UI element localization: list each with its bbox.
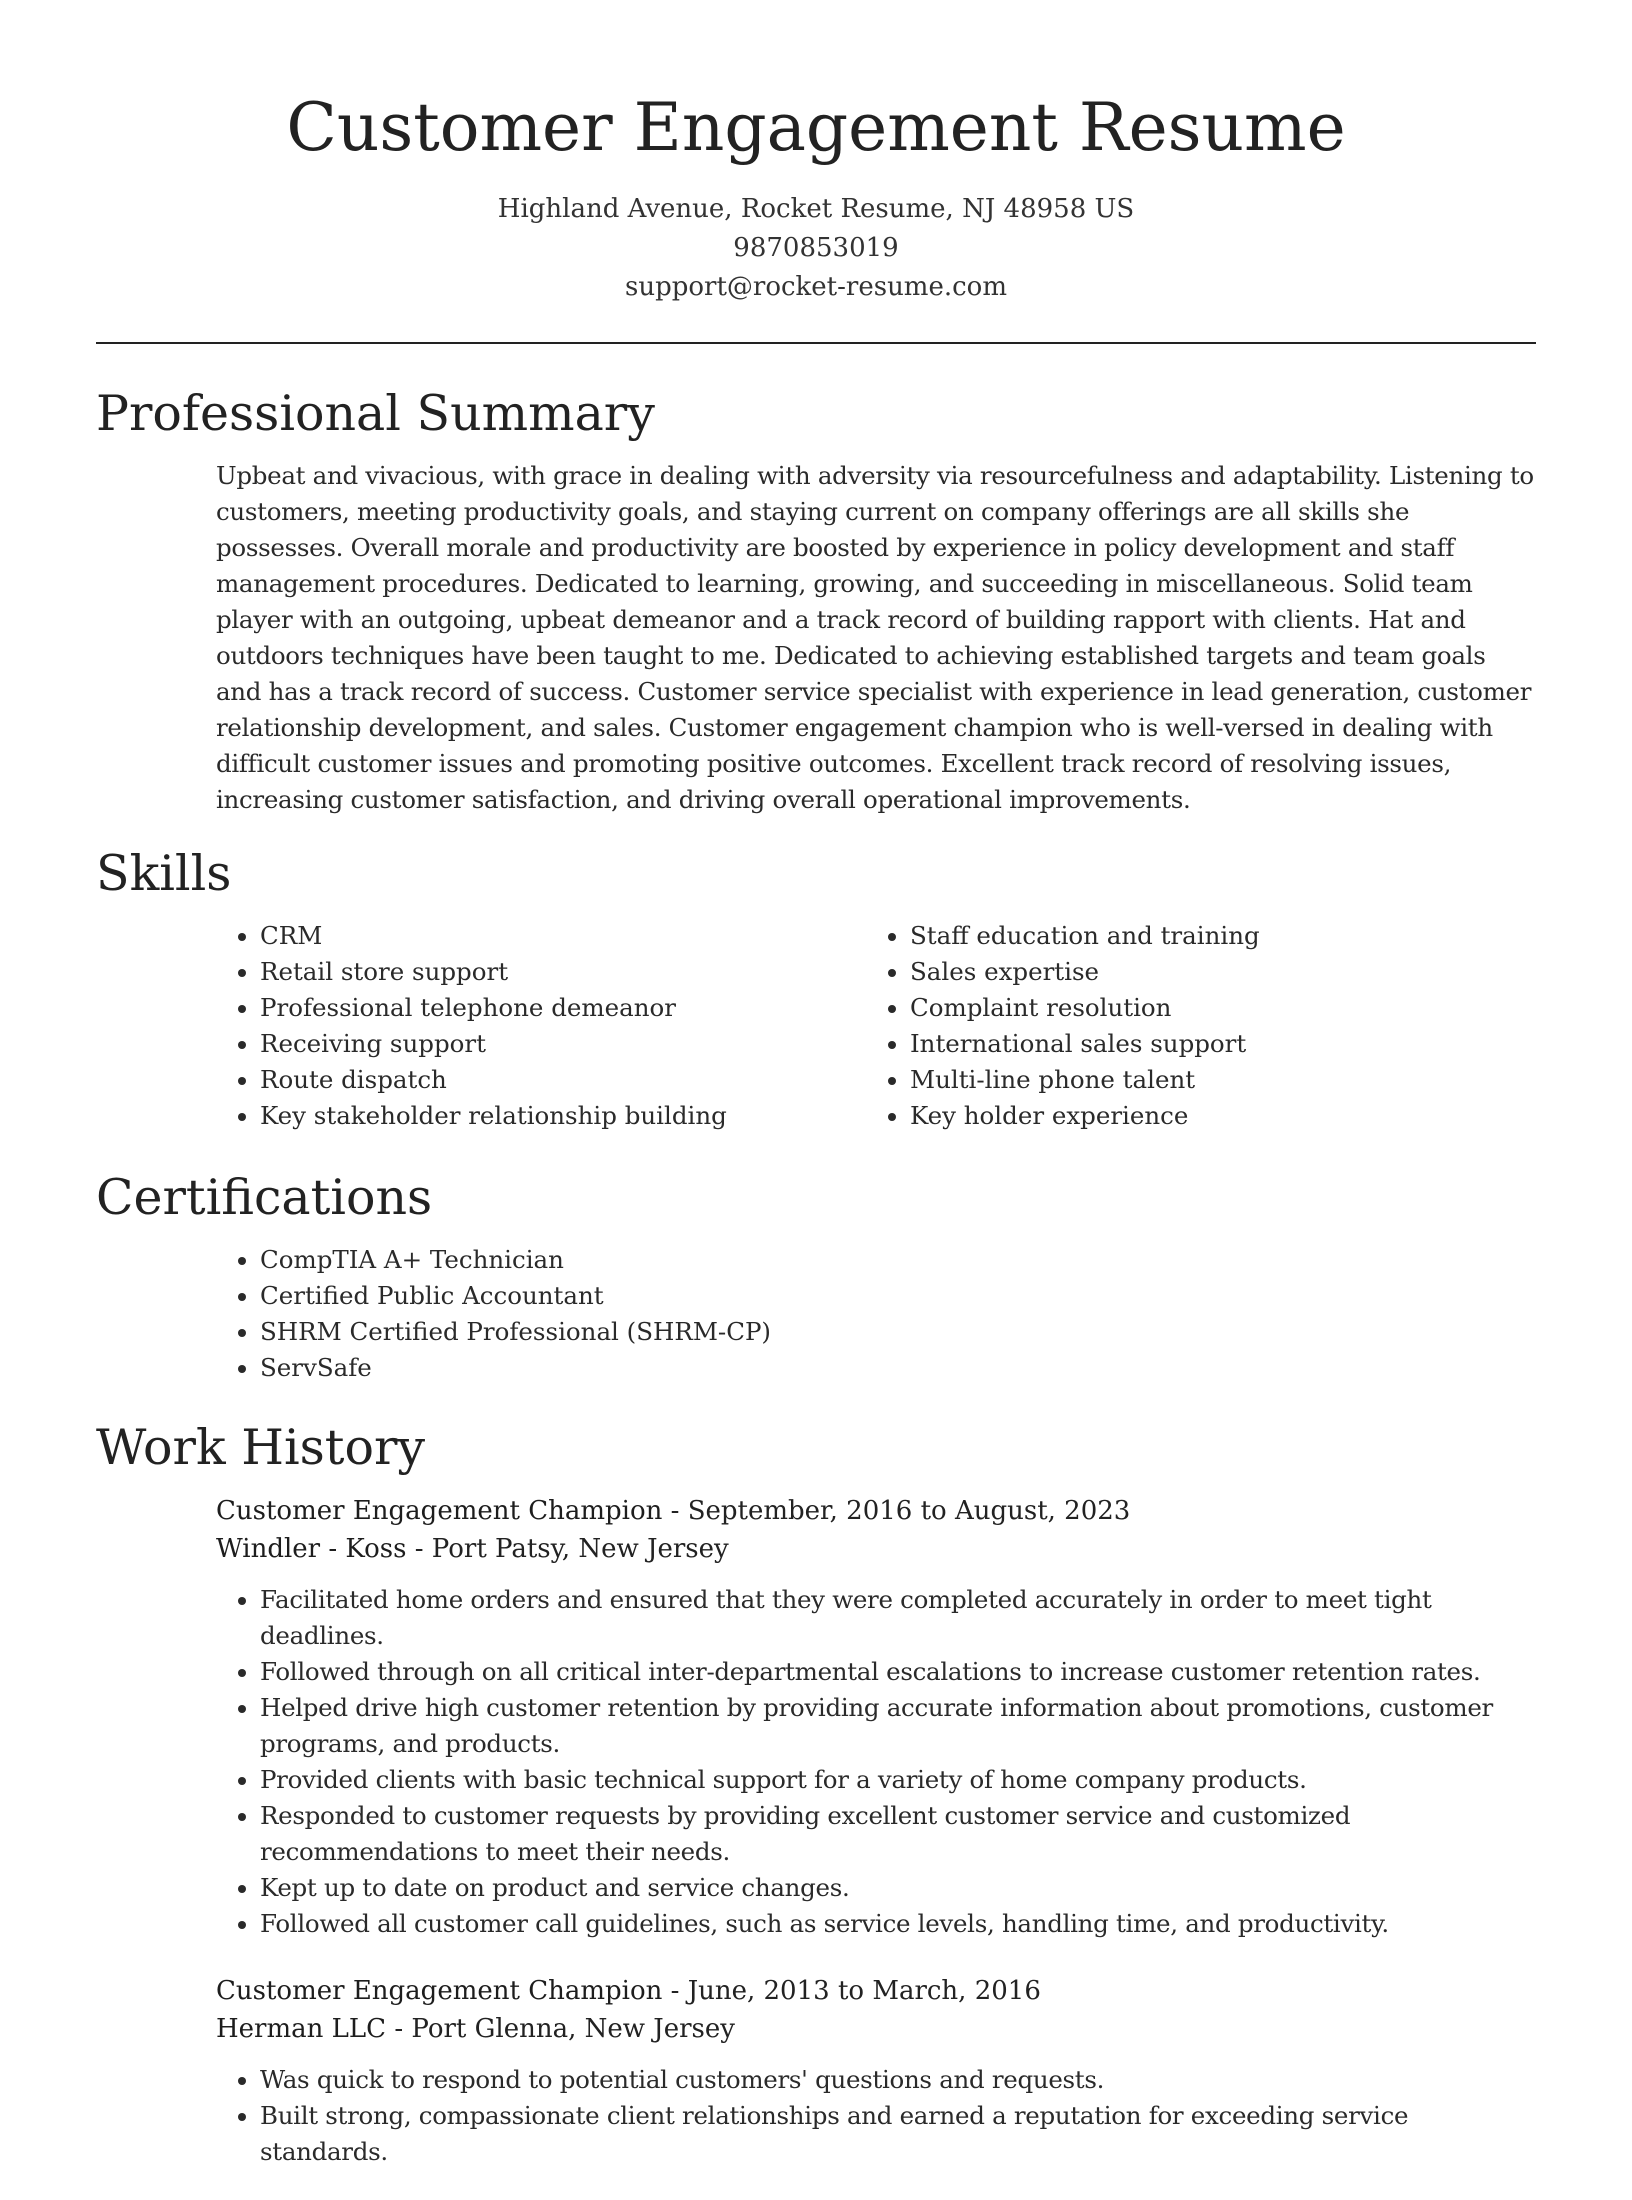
skill-item: • Sales expertise <box>910 954 1516 990</box>
job-location: - Port Glenna, New Jersey <box>386 2014 735 2044</box>
job-bullet: • Was quick to respond to potential customers' questions and requests. <box>260 2062 1536 2098</box>
skill-item: • Multi-line phone talent <box>910 1062 1516 1098</box>
section-title-certifications: Certifications <box>96 1169 433 1226</box>
section-title-skills: Skills <box>96 845 232 902</box>
skill-item: • Staff education and training <box>910 918 1516 954</box>
job-dates: - June, 2013 to March, 2016 <box>662 1976 1041 2006</box>
summary-text: Upbeat and vivacious, with grace in dealing with adversity via resourcefulness and adaptability. Listening to customers, meeting productivity goals, and staying current on company offerings are all skills she possesses. Overall morale and productivity are boosted by experience in policy development and staff management procedures. Dedicated to learning, growing, and succeeding in miscellaneous. Solid team player with an outgoing, upbeat demeanor and a track record of building rapport with clients. Hat and outdoors techniques have been taught to me. Dedicated to achieving established targets and team goals and has a track record of success. Customer service specialist with experience in lead generation, customer relationship development, and sales. Customer engagement champion who is well-versed in dealing with difficult customer issues and promoting positive outcomes. Excellent track record of resolving issues, increasing customer satisfaction, and driving overall operational improvements. <box>216 461 1534 814</box>
resume-name: Customer Engagement Resume <box>286 89 1346 166</box>
job-bullet: • Kept up to date on product and service changes. <box>260 1870 1536 1906</box>
job-bullet: • Facilitated home orders and ensured that they were completed accurately in order to meet tight deadlines. <box>260 1582 1536 1654</box>
certification-item: • Certified Public Accountant <box>260 1278 1536 1314</box>
header-divider <box>96 342 1536 344</box>
job-title: Customer Engagement Champion <box>216 1496 663 1526</box>
certifications-section <box>96 1166 1536 1386</box>
contact-email: support@rocket-resume.com <box>624 272 1007 302</box>
skill-item: • Receiving support <box>260 1026 866 1062</box>
job-bullet: • Built strong, compassionate client relationships and earned a reputation for exceeding service standards. <box>260 2098 1536 2170</box>
certification-item: • SHRM Certified Professional (SHRM-CP) <box>260 1314 1536 1350</box>
job-bullet: • Followed through on all critical inter-departmental escalations to increase customer retention rates. <box>260 1654 1536 1690</box>
job-title-line <box>216 1492 1536 1530</box>
contact-phone: 9870853019 <box>733 233 899 263</box>
skill-item: • CRM <box>260 918 866 954</box>
job-company: Herman LLC <box>216 2014 387 2044</box>
job-company-line <box>216 2010 1536 2048</box>
job-title: Customer Engagement Champion <box>216 1976 663 2006</box>
certification-item: • ServSafe <box>260 1350 1536 1386</box>
skills-grid <box>216 918 1536 1134</box>
job-entry <box>216 1972 1536 2170</box>
job-location: - Port Patsy, New Jersey <box>406 1534 729 1564</box>
job-company-line <box>216 1530 1536 1568</box>
resume-header <box>0 84 1632 307</box>
skill-item: • Route dispatch <box>260 1062 866 1098</box>
certifications-list <box>216 1242 1536 1386</box>
skill-item: • International sales support <box>910 1026 1516 1062</box>
skill-item: • Retail store support <box>260 954 866 990</box>
resume-content <box>96 382 1536 2200</box>
certification-item: • CompTIA A+ Technician <box>260 1242 1536 1278</box>
job-bullet: • Responded to customer requests by providing excellent customer service and customized recommendations to meet their needs. <box>260 1798 1536 1870</box>
skill-item: • Key stakeholder relationship building <box>260 1098 866 1134</box>
skills-list-right <box>866 918 1516 1134</box>
skill-item: • Key holder experience <box>910 1098 1516 1134</box>
job-bullets <box>216 1582 1536 1942</box>
skill-item: • Complaint resolution <box>910 990 1516 1026</box>
job-bullet: • Followed all customer call guidelines, such as service levels, handling time, and productivity. <box>260 1906 1536 1942</box>
job-bullet: • Helped drive high customer retention by providing accurate information about promotions, customer programs, and products. <box>260 1690 1536 1762</box>
work-history-section <box>96 1416 1536 2170</box>
job-title-line <box>216 1972 1536 2010</box>
professional-summary-section <box>96 382 1536 818</box>
section-title-work-history: Work History <box>96 1419 426 1476</box>
job-company: Windler - Koss <box>216 1534 407 1564</box>
skill-item: • Professional telephone demeanor <box>260 990 866 1026</box>
contact-address: Highland Avenue, Rocket Resume, NJ 48958 US <box>497 194 1135 224</box>
section-title-summary: Professional Summary <box>96 385 655 442</box>
job-dates: - September, 2016 to August, 2023 <box>662 1496 1131 1526</box>
job-entry <box>216 1492 1536 1942</box>
skills-list-left <box>216 918 866 1134</box>
skills-section <box>96 842 1536 1134</box>
job-bullets <box>216 2062 1536 2170</box>
job-bullet: • Provided clients with basic technical support for a variety of home company products. <box>260 1762 1536 1798</box>
